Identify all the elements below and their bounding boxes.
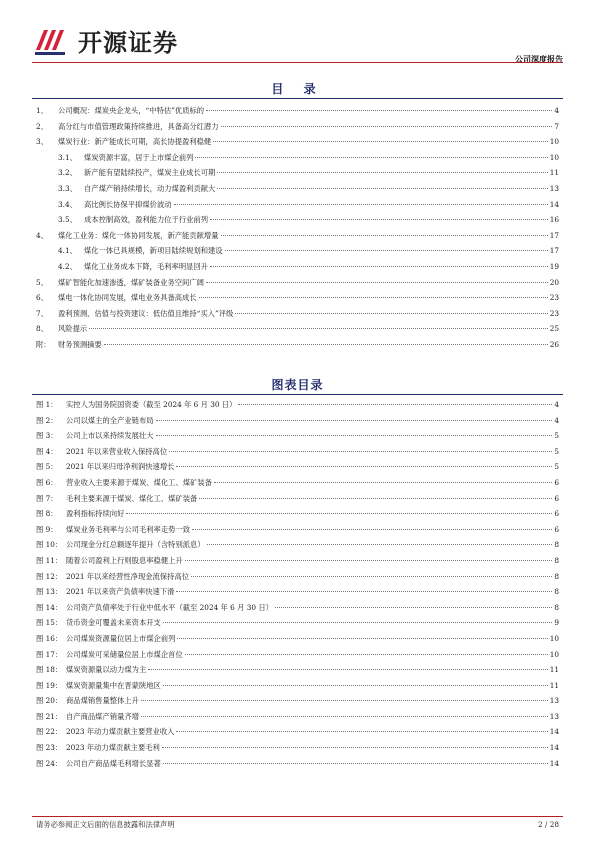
dot-leader — [221, 235, 548, 236]
entry-title: 高分红与市值管理政策持续推进，具备高分红潜力 — [58, 121, 219, 131]
entry-page-number: 8 — [554, 555, 559, 565]
figure-entry[interactable] — [36, 540, 559, 556]
entry-number: 图 3： — [36, 431, 58, 441]
toc-entry[interactable] — [36, 106, 559, 122]
dot-leader — [195, 157, 547, 158]
entry-number: 图 8： — [36, 509, 58, 519]
entry-title: 公司概况：煤炭央企龙头，“中特估”优质标的 — [58, 106, 205, 115]
dot-leader — [163, 763, 548, 764]
dot-leader — [206, 110, 552, 111]
figure-entry[interactable] — [36, 618, 559, 634]
entry-page-number: 17 — [549, 246, 559, 256]
entry-title: 2021 年以来资产负债率快速下滑 — [66, 587, 175, 597]
entry-title: 2021 年以来经营性净现金流保持高位 — [66, 571, 190, 581]
dot-leader — [156, 435, 553, 436]
entry-title: 盈利指标持续向好 — [66, 509, 125, 519]
dot-leader — [176, 591, 552, 592]
toc-entry[interactable] — [36, 122, 559, 138]
dot-leader — [217, 188, 547, 189]
dot-leader — [199, 498, 552, 499]
dot-leader — [162, 747, 548, 748]
dot-leader — [235, 313, 547, 314]
entry-number: 图 15： — [36, 618, 63, 628]
dot-leader — [177, 638, 547, 639]
entry-title: 财务预测摘要 — [58, 339, 102, 349]
figure-entry[interactable] — [36, 494, 559, 510]
entry-number: 图 19： — [36, 680, 63, 690]
entry-title: 煤炭资源丰富，居于上市煤企前列 — [84, 152, 194, 162]
figure-entry[interactable] — [36, 634, 559, 650]
toc-entry[interactable] — [36, 184, 559, 200]
entry-title: 煤炭资源量以动力煤为主 — [66, 665, 147, 675]
dot-leader — [217, 172, 547, 173]
entry-title: 自产煤产销持续增长，动力煤盈利贡献大 — [84, 183, 216, 193]
entry-title: 煤炭行业：新产能成长可期，高长协提盈利稳健 — [58, 137, 212, 147]
footer-disclaimer: 请务必参阅正文后面的信息披露和法律声明 — [36, 820, 175, 829]
entry-number: 图 6： — [36, 477, 58, 487]
entry-page-number: 5 — [554, 431, 559, 441]
entry-number: 图 16： — [36, 633, 63, 643]
entry-page-number: 14 — [549, 199, 559, 209]
dot-leader — [174, 204, 548, 205]
toc-entry[interactable] — [36, 246, 559, 262]
entry-number: 6、 — [36, 293, 48, 303]
dot-leader — [176, 731, 547, 732]
entry-title: 高比例长协保平抑煤价波动 — [84, 199, 172, 209]
entry-page-number: 10 — [549, 137, 559, 147]
entry-title: 商品煤销售量整体上升 — [66, 696, 139, 706]
entry-number: 图 5： — [36, 462, 58, 472]
figure-entry[interactable] — [36, 603, 559, 619]
entry-page-number: 10 — [549, 152, 559, 162]
entry-page-number: 14 — [549, 743, 559, 753]
entry-page-number: 13 — [549, 696, 559, 706]
entry-title: 公司资产负债率处于行业中低水平（截至 2024 年 6 月 30 日） — [66, 602, 273, 612]
entry-number: 4.2、 — [58, 261, 77, 271]
company-logo — [32, 20, 178, 60]
dot-leader — [214, 482, 552, 483]
figure-entry[interactable] — [36, 681, 559, 697]
dot-leader — [89, 328, 548, 329]
dot-leader — [199, 297, 548, 298]
entry-page-number: 26 — [549, 339, 559, 349]
entry-title: 随着公司盈利上行则股息率稳健上升 — [66, 555, 183, 565]
entry-number: 2、 — [36, 121, 48, 131]
header-divider — [32, 62, 563, 63]
entry-title: 新产能有望陆续投产，煤炭主业成长可期 — [84, 168, 216, 178]
entry-title: 煤化一体已具规模，新项目陆续规划和建设 — [84, 246, 223, 256]
figure-entry[interactable] — [36, 587, 559, 603]
entry-page-number: 6 — [554, 493, 559, 503]
dot-leader — [169, 451, 552, 452]
entry-page-number: 14 — [549, 758, 559, 768]
entry-page-number: 8 — [554, 540, 559, 550]
entry-page-number: 19 — [549, 261, 559, 271]
entry-title: 煤电一体化协同发展，煤电业务具备高成长 — [58, 293, 197, 303]
entry-title: 营业收入主要来源于煤炭、煤化工、煤矿装备 — [66, 477, 212, 487]
figure-entry[interactable] — [36, 759, 559, 775]
entry-number: 4、 — [36, 230, 48, 240]
entry-page-number: 23 — [549, 293, 559, 303]
entry-page-number: 17 — [549, 230, 559, 240]
figure-entry[interactable] — [36, 447, 559, 463]
entry-number: 图 17： — [36, 649, 63, 659]
dot-leader — [192, 529, 552, 530]
toc-entry[interactable] — [36, 231, 559, 247]
entry-title: 煤化工业务：煤化一体协同发展，新产能贡献增量 — [58, 230, 219, 240]
figure-entry[interactable] — [36, 462, 559, 478]
figure-entry[interactable] — [36, 416, 559, 432]
figure-entry[interactable] — [36, 650, 559, 666]
entry-number: 图 7： — [36, 493, 58, 503]
entry-title: 2023 年动力煤贡献主要毛利 — [66, 743, 160, 753]
dot-leader — [206, 282, 548, 283]
entry-page-number: 11 — [549, 665, 559, 675]
entry-title: 成本控制高效，盈利能力位于行业前列 — [84, 215, 209, 225]
figure-list-title: 图表目录 — [271, 378, 324, 392]
entry-title: 煤矿智能化加速渗透，煤矿装备业务空间广阔 — [58, 277, 204, 287]
entry-page-number: 8 — [554, 587, 559, 597]
entry-page-number: 4 — [554, 415, 559, 425]
figure-entry[interactable] — [36, 478, 559, 494]
entry-number: 图 1： — [36, 400, 58, 409]
entry-number: 图 10： — [36, 540, 63, 550]
entry-number: 3.1、 — [58, 152, 77, 162]
dot-leader — [141, 700, 548, 701]
dot-leader — [238, 404, 552, 405]
dot-leader — [275, 607, 552, 608]
logo-text: 开源证券 — [78, 28, 178, 57]
page-number: 2 / 28 — [537, 820, 559, 829]
entry-title: 盈利预测、估值与投资建议：低估值且维持“买入”评级 — [58, 308, 234, 318]
table-of-contents — [36, 106, 559, 356]
entry-page-number: 4 — [554, 400, 559, 409]
toc-title: 目 录 — [271, 82, 324, 96]
figure-entry[interactable] — [36, 509, 559, 525]
entry-page-number: 5 — [554, 446, 559, 456]
entry-number: 图 9： — [36, 524, 58, 534]
entry-number: 图 14： — [36, 602, 63, 612]
dot-leader — [148, 669, 547, 670]
entry-number: 3、 — [36, 137, 48, 147]
entry-page-number: 4 — [554, 106, 559, 115]
dot-leader — [207, 544, 553, 545]
dot-leader — [104, 344, 548, 345]
dot-leader — [225, 250, 548, 251]
dot-leader — [191, 576, 552, 577]
figure-entry[interactable] — [36, 743, 559, 759]
toc-entry[interactable] — [36, 278, 559, 294]
figure-entry[interactable] — [36, 572, 559, 588]
dot-leader — [126, 513, 552, 514]
entry-number: 图 11： — [36, 555, 63, 565]
entry-title: 2021 年以来营业收入保持高位 — [66, 446, 168, 456]
entry-number: 4.1、 — [58, 246, 77, 256]
dot-leader — [213, 141, 547, 142]
entry-title: 公司煤炭资源量位居上市煤企前列 — [66, 633, 176, 643]
entry-title: 公司以煤主的全产业链布局 — [66, 415, 154, 425]
entry-title: 公司煤炭可采储量位居上市煤企首位 — [66, 649, 183, 659]
kaiyuan-securities-logo-icon — [32, 20, 72, 60]
toc-entry[interactable] — [36, 215, 559, 231]
toc-title-divider — [32, 98, 563, 99]
entry-number: 8、 — [36, 324, 48, 334]
entry-title: 公司上市以来持续发展壮大 — [66, 431, 154, 441]
entry-page-number: 7 — [554, 121, 559, 131]
entry-number: 图 20： — [36, 696, 63, 706]
entry-number: 图 2： — [36, 415, 58, 425]
entry-title: 2023 年动力煤贡献主要营业收入 — [66, 727, 175, 737]
entry-number: 3.2、 — [58, 168, 77, 178]
entry-title: 实控人为国务院国资委（截至 2024 年 6 月 30 日） — [66, 400, 237, 409]
entry-page-number: 8 — [554, 602, 559, 612]
entry-page-number: 6 — [554, 524, 559, 534]
toc-entry[interactable] — [36, 324, 559, 340]
dot-leader — [221, 126, 553, 127]
toc-entry[interactable] — [36, 262, 559, 278]
entry-number: 图 18： — [36, 665, 63, 675]
toc-entry[interactable] — [36, 293, 559, 309]
entry-page-number: 5 — [554, 462, 559, 472]
entry-number: 图 24： — [36, 758, 63, 768]
dot-leader — [163, 622, 552, 623]
entry-number: 图 12： — [36, 571, 63, 581]
entry-title: 自产商品煤产销量齐增 — [66, 711, 139, 721]
entry-page-number: 13 — [549, 711, 559, 721]
entry-title: 煤炭资源量集中在晋蒙陕地区 — [66, 680, 161, 690]
entry-title: 公司现金分红总额逐年提升（含特别派息） — [66, 540, 205, 550]
figure-entry[interactable] — [36, 525, 559, 541]
entry-page-number: 23 — [549, 308, 559, 318]
entry-page-number: 11 — [549, 680, 559, 690]
toc-entry[interactable] — [36, 137, 559, 153]
entry-page-number: 10 — [549, 649, 559, 659]
entry-title: 公司自产商品煤毛利增长显著 — [66, 758, 161, 768]
figure-entry[interactable] — [36, 556, 559, 572]
figure-entry[interactable] — [36, 665, 559, 681]
entry-number: 1、 — [36, 106, 48, 115]
entry-page-number: 8 — [554, 571, 559, 581]
dot-leader — [185, 560, 553, 561]
entry-number: 3.5、 — [58, 215, 77, 225]
dot-leader — [210, 266, 548, 267]
entry-page-number: 20 — [549, 277, 559, 287]
entry-page-number: 6 — [554, 477, 559, 487]
dot-leader — [163, 685, 548, 686]
figure-entry[interactable] — [36, 727, 559, 743]
dot-leader — [185, 654, 548, 655]
toc-entry[interactable] — [36, 200, 559, 216]
toc-entry[interactable] — [36, 168, 559, 184]
footer-divider — [32, 816, 563, 817]
entry-number: 3.4、 — [58, 199, 77, 209]
toc-entry[interactable] — [36, 340, 559, 356]
entry-page-number: 10 — [549, 633, 559, 643]
figure-entry[interactable] — [36, 400, 559, 416]
dot-leader — [156, 420, 553, 421]
figure-entry[interactable] — [36, 696, 559, 712]
entry-page-number: 6 — [554, 509, 559, 519]
entry-page-number: 9 — [554, 618, 559, 628]
entry-title: 2021 年以来归母净利润快速增长 — [66, 462, 175, 472]
entry-page-number: 11 — [549, 168, 559, 178]
toc-entry[interactable] — [36, 153, 559, 169]
page-header — [32, 14, 563, 62]
entry-number: 图 4： — [36, 446, 58, 456]
toc-entry[interactable] — [36, 309, 559, 325]
entry-title: 毛利主要来源于煤炭、煤化工、煤矿装备 — [66, 493, 198, 503]
figure-title-divider — [32, 394, 563, 395]
entry-title: 货币资金可覆盖未来资本开支 — [66, 618, 161, 628]
figure-list — [36, 400, 559, 774]
report-type-label: 公司深度报告 — [515, 55, 563, 64]
entry-page-number: 25 — [549, 324, 559, 334]
entry-number: 7、 — [36, 308, 48, 318]
entry-page-number: 13 — [549, 183, 559, 193]
dot-leader — [176, 466, 552, 467]
entry-number: 图 22： — [36, 727, 63, 737]
entry-number: 图 13： — [36, 587, 63, 597]
entry-page-number: 16 — [549, 215, 559, 225]
entry-number: 图 21： — [36, 711, 63, 721]
entry-number: 3.3、 — [58, 183, 77, 193]
dot-leader — [210, 219, 548, 220]
entry-page-number: 14 — [549, 727, 559, 737]
entry-number: 附： — [36, 339, 51, 349]
entry-number: 图 23： — [36, 743, 63, 753]
entry-number: 5、 — [36, 277, 48, 287]
figure-entry[interactable] — [36, 712, 559, 728]
entry-title: 煤化工业务成本下降，毛利率明显回升 — [84, 261, 209, 271]
entry-title: 风险提示 — [58, 324, 88, 334]
figure-entry[interactable] — [36, 431, 559, 447]
entry-title: 煤炭业务毛利率与公司毛利率走势一致 — [66, 524, 191, 534]
dot-leader — [141, 716, 548, 717]
